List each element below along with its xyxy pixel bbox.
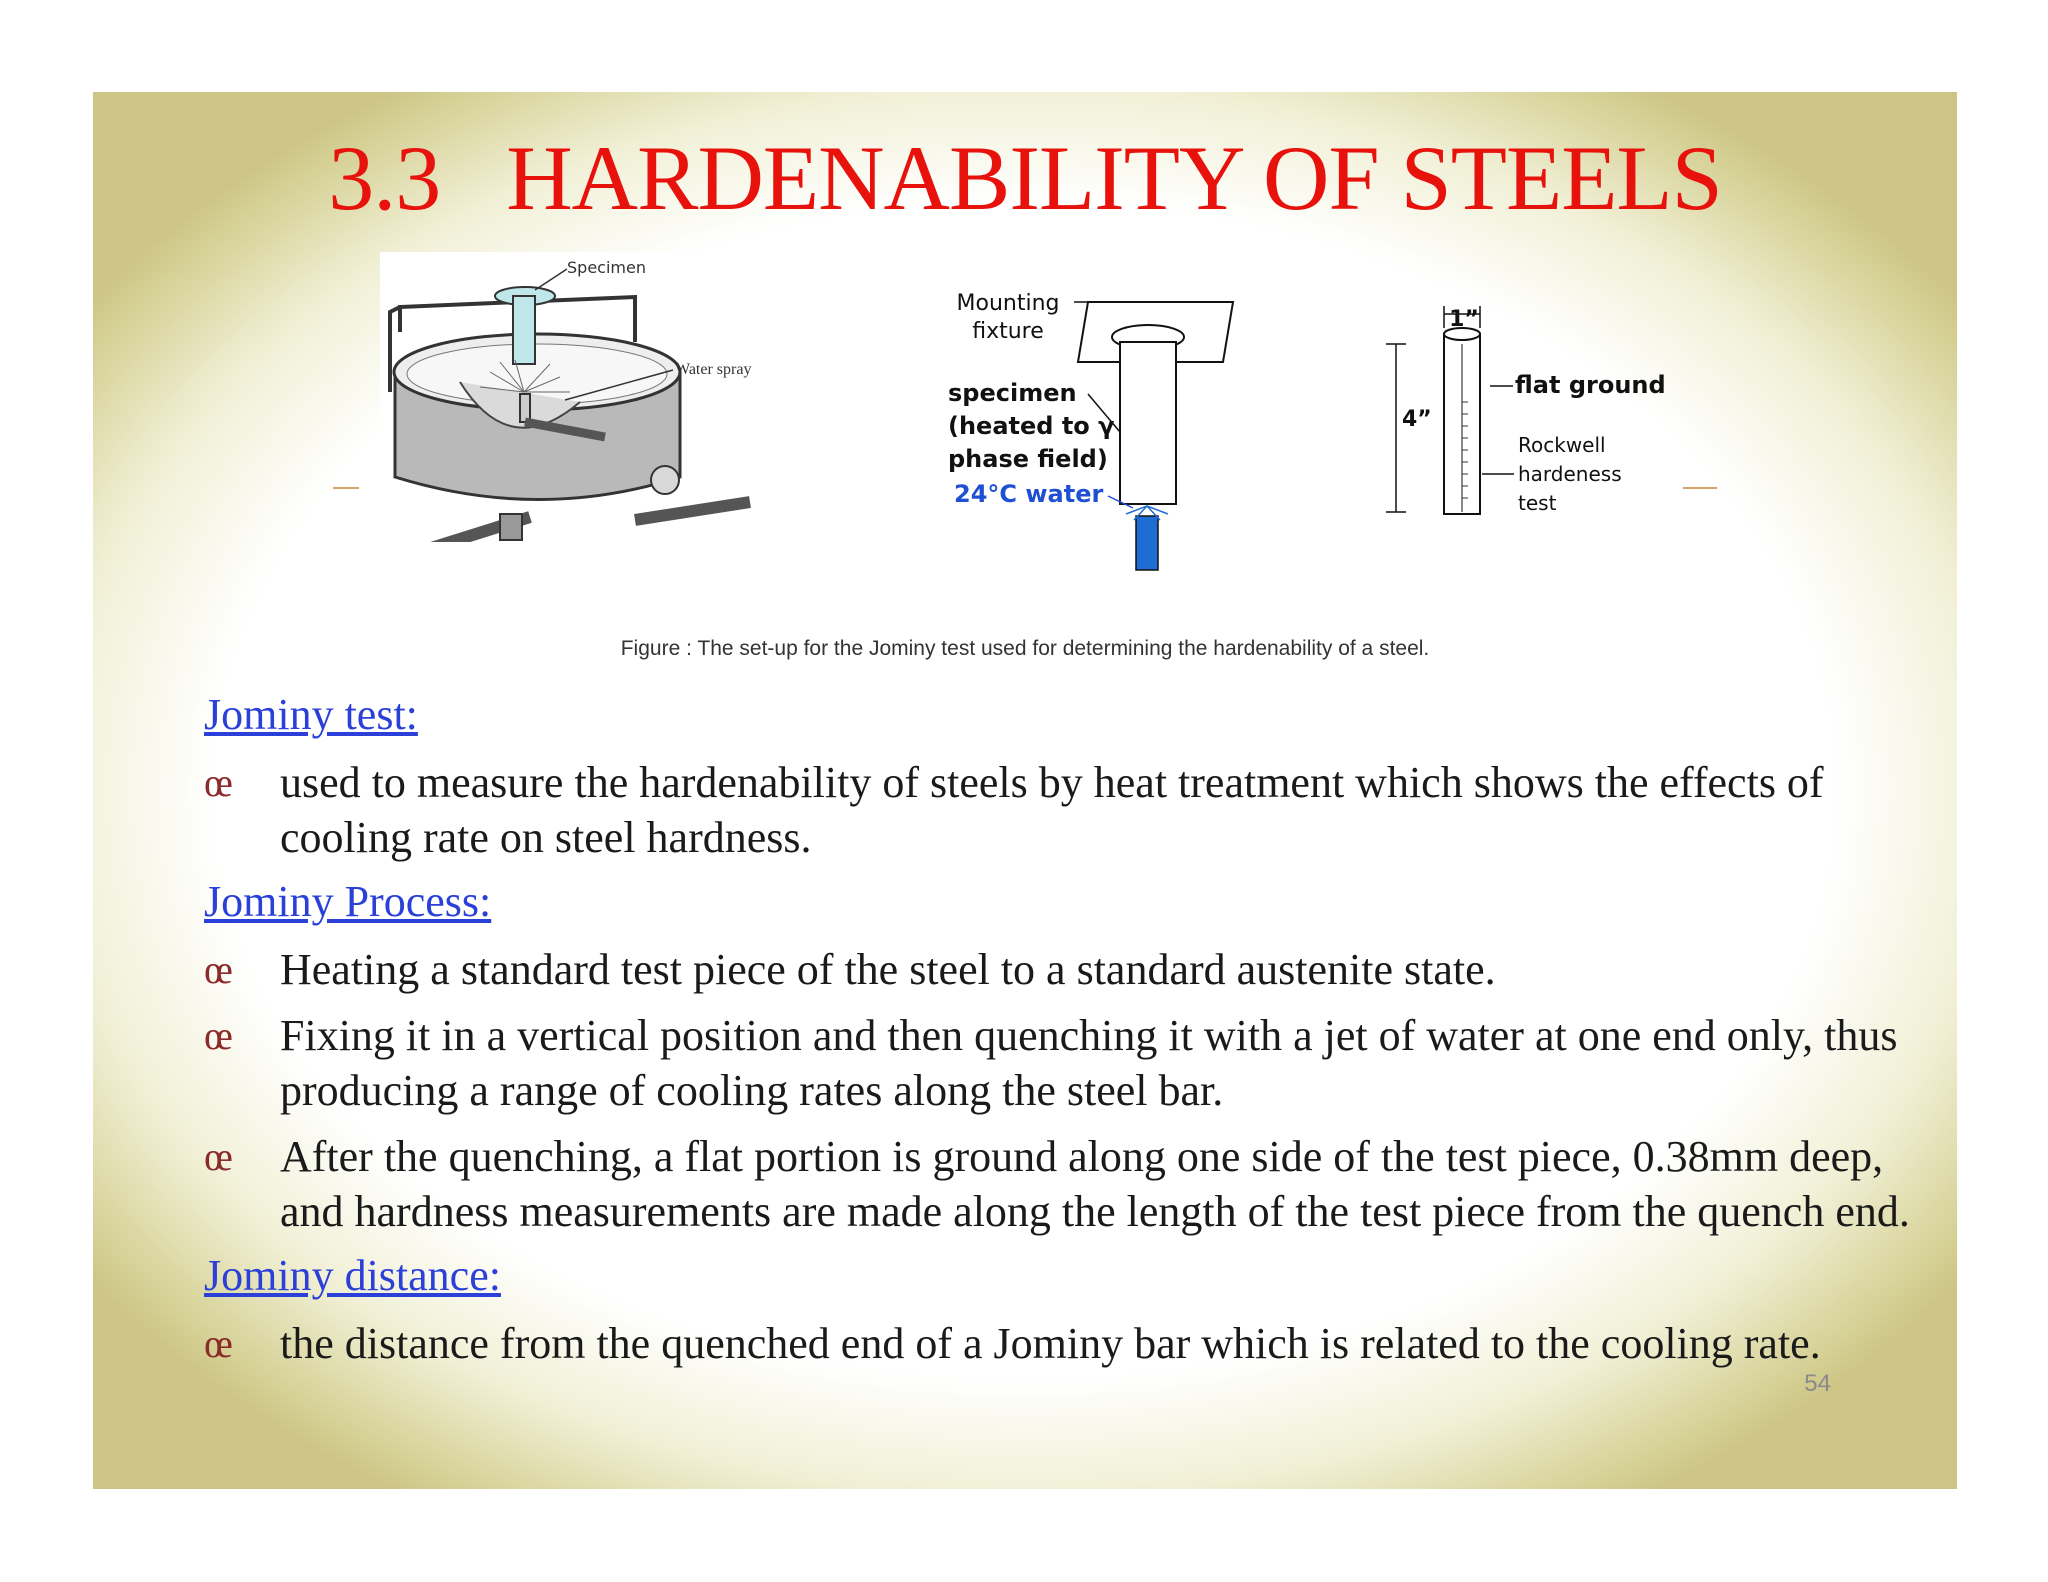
bullet-item bbox=[204, 755, 1924, 865]
bullet-text: Fixing it in a vertical position and then quenching it with a jet of water at one end only, thus producing a range of cooling rates along the steel bar. bbox=[280, 1011, 1898, 1115]
bullet-icon: œ bbox=[204, 1134, 233, 1179]
bullet-text: After the quenching, a flat portion is ground along one side of the test piece, 0.38mm deep, and hardness measurements are made along the length of the test piece from the quench end. bbox=[280, 1132, 1910, 1236]
specimen-label: Specimen bbox=[567, 258, 646, 277]
mounting-fixture-diagram bbox=[948, 282, 1368, 572]
slide bbox=[93, 92, 1957, 1489]
page-number: 54 bbox=[1804, 1370, 1831, 1397]
diameter-label: 1” bbox=[1449, 307, 1479, 332]
bullet-text: Heating a standard test piece of the steel to a standard austenite state. bbox=[280, 945, 1496, 994]
specimen-label-2: (heated to γ bbox=[948, 412, 1115, 440]
quench-tank-illustration bbox=[380, 252, 780, 542]
bullet-icon: œ bbox=[204, 760, 233, 805]
water-temp-label: 24°C water bbox=[954, 480, 1104, 508]
bullet-text: the distance from the quenched end of a Jominy bar which is related to the cooling rate. bbox=[280, 1319, 1821, 1368]
heading-jominy-test[interactable]: Jominy test: bbox=[204, 690, 418, 739]
left-dash-decoration bbox=[333, 487, 359, 489]
specimen-label-1: specimen bbox=[948, 379, 1077, 407]
slide-content bbox=[204, 689, 1924, 1382]
bullet-item bbox=[204, 1129, 1924, 1239]
bullet-icon: œ bbox=[204, 947, 233, 992]
mounting-label-2: fixture bbox=[972, 319, 1044, 344]
bullet-text: used to measure the hardenability of steels by heat treatment which shows the effects of cooling rate on steel hardness. bbox=[280, 758, 1824, 862]
specimen-label-3: phase field) bbox=[948, 445, 1108, 473]
bullet-item bbox=[204, 942, 1924, 997]
rockwell-label-2: hardeness bbox=[1518, 462, 1622, 486]
mounting-label-1: Mounting bbox=[956, 291, 1060, 316]
figure-caption: Figure : The set-up for the Jominy test used for determining the hardenability of a steel. bbox=[620, 637, 1430, 660]
bullet-icon: œ bbox=[204, 1013, 233, 1058]
rockwell-label-3: test bbox=[1518, 491, 1557, 515]
bullet-item bbox=[204, 1008, 1924, 1118]
bullet-item bbox=[204, 1316, 1924, 1371]
flat-ground-label: flat ground bbox=[1515, 371, 1666, 399]
rockwell-label-1: Rockwell bbox=[1518, 433, 1606, 457]
bullet-icon: œ bbox=[204, 1321, 233, 1366]
heading-jominy-distance[interactable]: Jominy distance: bbox=[204, 1251, 501, 1300]
specimen-dimension-diagram bbox=[1378, 302, 1798, 592]
water-spray-label: Water spray bbox=[675, 361, 752, 378]
length-label: 4” bbox=[1402, 407, 1432, 432]
slide-title: 3.3 HARDENABILITY OF STEELS bbox=[328, 127, 1722, 229]
heading-jominy-process[interactable]: Jominy Process: bbox=[204, 877, 492, 926]
